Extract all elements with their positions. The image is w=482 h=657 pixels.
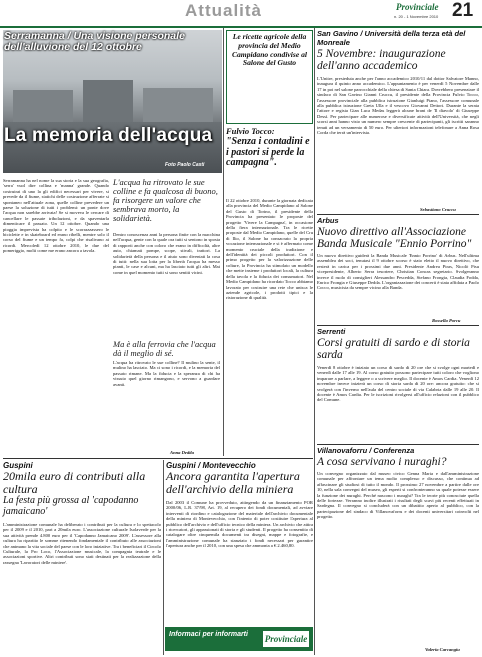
sangavino-body: L'Unitre, presieduta anche per l'anno accademico 2010/11 dal dottor Salvatore Manno, inaugura il quinto anno accademico. L'appuntamento è per venerdì 5 Novembre dalle 17 in poi nel salone parrocchiale della chiesa di Santa Chiara. Dovrebbero presenziare il sindaco di San Gavino Gianni Cruccu, il presidente della Provincia Fulvio Tocco, l'assessore provinciale alla pubblica istruzione Gianluigi Piano, l'assessore comunale alla pubblica istruzione Greta Ulla e il vescovo Giovanni Dettori. Durante la serata l'attore e regista Gian Luca Medas leggerà alcune brani de 'Il diavolo' di Giuseppe Dessì. Per partecipare alle numerose e diversificate attività dell'Università, che negli scorsi anni hanno visto un numero sempre crescente di partecipanti, gli iscritti saranno tenuti ad un versamento di 50 euro. Per ulteriori informazioni telefonare a Anna Rosa Corda che terrà un'intervista. [317,76,479,136]
lead-body-col2: Dentro conoscenza anni la persona finite con la macchina nell'acqua, gente con la quale ora tutti si sentono in sposta di rapporti anche con coloro che erano in difficoltà, altre auto, chiamati pompe, scope, stivali, trattori. La solidarietà della persona e il aiuto sono diventati la cosa di tutti: nella sua lotta per la libertà l'acqua ha messo pianti, le case e alcuni, ma ha lasciato tutti gli altri. Mai come in quel momento tutti si sono sentiti vicini. [113,232,220,275]
agri-headline-box: Le ricette agricole della provincia del Medio Campidano condivise al Salone del Gusto [226,30,313,124]
arbus-body: Un nuovo direttivo guiderà la Banda Musicale 'Ennio Porrino' di Arbus. Nell'ultima assemblea dei soci, tenutasi il 9 ottobre scorso è stato eletto il nuovo direttivo, che resterà in carica per i prossimi due anni. Presidente Andrea Piras, Nicolò Pisu vicepresidente, Alberto Serra tesoriere, Christian Concas segretario. Svolgeranno invece il ruolo di consiglieri Alessandro Pescedda, Stefano Frongia, Claudia Fodda, Enrico Frongia e Giuseppe Dedda. L'organizzazione dei concerti è stata affidata a Paolo Cocco, musicista da sempre vicino alla Banda. [317,253,479,291]
serrenti-body: Venerdì 8 ottobre è iniziato un corso di sardo di 20 ore che si svolge ogni martedì e venerdì dalle 17 alle 19. Al corso gratuito possono partecipare tutti coloro che vogliono imparare a parlare, a leggere o a scrivere meglio. Il docente è Amos Cardia. Venerdì 12 novembre invece inizierà un corso di storia sarda di 20 ore: ancora gratuito: che si svolgerà con l'inverno nell'aula del centro sociale di via Calabria dalle 19 alle 20. Il docente è Amos Cardia. Per le iscrizioni rivolgersi all'ufficio relazioni con il pubblico del Comune. [317,365,479,403]
villanovaforru-article [317,446,479,468]
sangavino-kicker: San Gavino / Università della terza età del Monreale [317,29,466,47]
quote-name: Fulvio Tocco: [226,126,275,136]
agri-body: Il 22 ottobre 2010, durante la giornata dedicata alla provincia del Medio Campidano al Salone del Gusto di Torino, il presidente della Provincia ha presentato le proposte del progetto 'Vivere la Campagna', in occasione della fiera internazionale. Tra le ricette proposte dal Medio Campidano, quelle del Cru di Ilio, il Salone ha consacrato la propria vocazione internazionale e si è affermato come momento cruciale della tradizione e dell'identità dei piccoli produttori. Con il primo progetto per la valorizzazione delle colture, la Provincia ha stimolato un modello che mette insieme i produttori locali, la cultura della tavola e la fiducia dei consumatori. Nel Medio Campidano ha ricordato Tocco abbiamo lavorato per costruire una rete che unisca le aziende agricole, i prodotti tipici e la ristorazione di qualità. [226,198,313,301]
photo-credit: Foto Paolo Casti [165,162,205,168]
guspini-title: 20mila euro di contributi alla cultura [3,469,146,496]
column-divider [163,460,164,655]
column-divider [314,28,315,655]
montevecchio-body: Dal 2003 il Comune ha provveduto, attingendo da un finanziamento POR 2000/06, L.R. 37/98, Art. 19, al recupero dei fondi documentali, ad avviare interventi di riordino e catalogazione del materiale dell'archivio documentale della miniera di Montevecchio, con l'intento di poter costituire l'apertura al pubblico dell'archivio e dell'ufficio tecnico della miniera. Un archivio che attira i ricercatori, gli appassionati di storia e gli studenti. Il progetto ha consentito di catalogare oltre cinquemila documenti tra disegni, mappe e fotografie, e l'amministrazione comunale ha stanziato i fondi necessari per garantire l'apertura anche per il 2010, con una spesa che ammonta a € 2.460,80. [166,500,313,549]
lead-title: La memoria dell'acqua [4,125,213,146]
lead-pullquote-2: Ma è alla ferrovia che l'acqua dà il meglio di sé. [113,339,216,358]
sangavino-signature: Sebastiano Cruccu [420,207,456,212]
masthead-logo: Provinciale [396,2,439,12]
page-number: 21 [452,0,474,21]
arbus-title: Nuovo direttivo all'Associazione Banda Musicale "Ennio Porrino" [317,226,472,250]
section-title: Attualità [185,1,262,20]
serrenti-article [317,327,479,361]
montevecchio-title: Ancora garantita l'apertura dell'archivio della miniera [166,469,300,496]
page-header [0,0,482,28]
column-divider [223,28,224,456]
guspini-article [3,461,161,517]
serrenti-kicker: Serrenti [317,327,346,336]
lead-body-col1: Serramanna ha nel nome la sua storia e la sua geografia, 'serra' vuol dire collina e 'manna' grande. Quando costruirai di uno la gli edifici necessari per vivere, si prevede da il fiume, statichi delle costruzione afferrate si spontaneo nell'attuale zona, quelle colline prevedere un paese la soluzione di tutti i problemi: un ponte dove l'acqua non sarebbe arrivata! Se si moveva le cercare di cancellare le passate tribolazioni, e da spaventarla dimenticare il passato. Un 12 ottobre. Quando una pioggia imprevista ha colpito e le scorrazzassero le biciclette e in skateboard ed erano ribelli, mentre solo il corso del fiume e un tempo fa, colpi che risalivano ai ricordi. Mercoledì 12 ottobre 2010, le due del pomeriggio, molti come me erano ancora a tavola. [3,178,109,254]
tocco-quote [226,126,313,196]
banner-text: Informaci per informarti [169,631,248,638]
sangavino-article [317,29,479,72]
divider [3,458,313,459]
guspini-kicker: Guspini [3,461,33,470]
villanovaforru-title: A cosa servivano i nuraghi? [317,456,447,468]
lead-pullquote: L'acqua ha ritrovato le sue colline e fa qualcosa di buono, fa risorgere un valore che sembrava morto, la solidarietà. [113,177,218,223]
lead-kicker: Serramanna / Una visione personale dell'alluvione del 12 ottobre [4,30,185,53]
guspini-subtitle: La festa più grossa al 'capodanno jamaicano' [3,495,139,517]
montevecchio-kicker: Guspini / Montevecchio [166,461,256,470]
guspini-body: L'amministrazione comunale ha deliberato i contributi per la cultura e lo spettacolo per il 2009 e il 2010, pari a 20mila euro. L'associazione culturale Isolaverde per la sua attività prende 4.800 euro per il 'Capodanno Jamaicano 2009'. L'assessore alla cultura ha ripartito le somme ritenendo fondamentale il contributo alle associazioni che animano la vita sociale del paese con le loro iniziative. Tra i beneficiari il Circolo Culturale, la Pro Loco, l'Associazione musicale, la compagnia teatrale e le associazioni sportive. Altri contributi sono stati destinati per la realizzazione della rassegna 'Lavoratori delle miniere'. [3,522,161,565]
montevecchio-article [166,461,313,495]
villanovaforru-signature: Valeria Carcangiu [425,647,460,652]
divider [317,325,479,326]
arbus-article [317,216,479,250]
divider [317,444,479,445]
banner-logo: Provinciale [263,631,309,647]
sangavino-title: 5 Novembre: inaugurazione dell'anno accademico [317,48,446,72]
lead-signature: Anna Dedda [170,450,194,455]
lead-body-col3: L'acqua ha ritrovato le sue colline? Il mulino la sente, il mulino ha lasciato. Ma ci sono i ricordi, e la memoria del passato rimane. Ma la fiducia e la speranza di chi ha vissuto quel giorno rimangono, e servono a guardare avanti. [113,360,220,387]
arbus-kicker: Arbus [317,216,339,225]
info-banner [165,627,313,651]
villanovaforru-kicker: Villanovaforru / Conferenza [317,446,415,455]
divider [317,214,479,215]
issue-date: n. 20 - 1 Novembre 2010 [394,14,439,19]
serrenti-title: Corsi gratuiti di sardo e di storia sarda [317,337,470,361]
arbus-signature: Rossella Porcu [432,318,461,323]
villanovaforru-body: Un convegno organizzato dal museo civico Genna Maria e dall'amministrazione comunale per affrontare un tema molto complesso e discusso, che continua ad affascinare gli studiosi di tutto il mondo. Il prossimo 27 novembre a partire dalle ore 10, nella sala convegni del museo, gli esperti si confronteranno su quale potesse essere la funzione dei nuraghi. Perché nascono i nuraghi? Tra le teorie più conosciute quella delle fortezze. Verranno inoltre illustrati i risultati degli scavi più recenti effettuati in Sardegna. Il convegno si concluderà con un dibattito aperto al pubblico, con la partecipazione del sindaco di Villanovaforru e dei docenti universitari coinvolti nel progetto. [317,471,479,520]
quote-text: "Senza i contadini e i pastori si perde la campagna". [226,136,310,168]
